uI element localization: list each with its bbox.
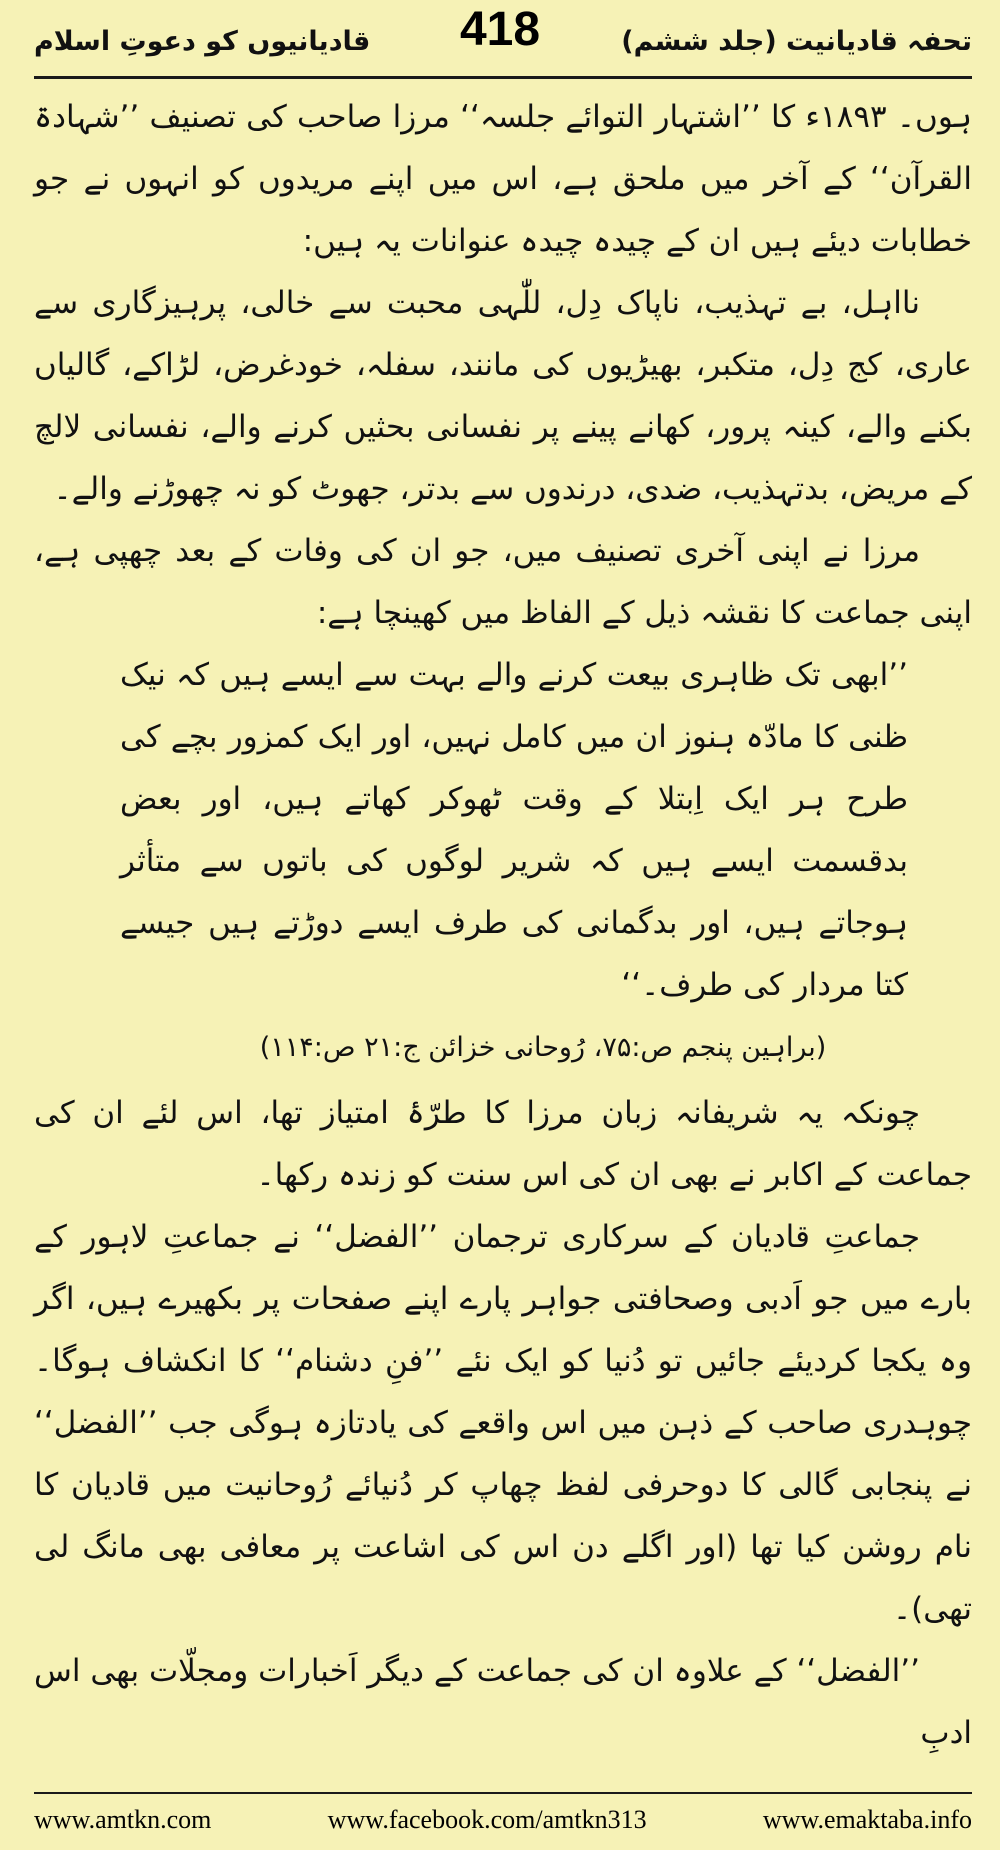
page-number: 418 (459, 3, 541, 56)
paragraph-5: جماعتِ قادیان کے سرکاری ترجمان ’’الفضل‘‘ نے جماعتِ لاہور کے بارے میں جو اَدبی وصحافتی جواہر پارے اپنے صفحات پر بکھیرے ہیں، اگر وہ یکجا کردیئے جائیں تو دُنیا کو ایک نئے ’’فنِ دشنام‘‘ کا انکشاف ہوگا۔ چوہدری صاحب کے ذہن میں اس واقعے کی یادتازہ ہوگی جب ’’الفضل‘‘ نے پنجابی گالی کا دوحرفی لفظ چھاپ کر دُنیائے رُوحانیت میں قادیان کا نام روشن کیا تھا (اور اگلے دن اس کی اشاعت پر معافی بھی مانگ لی تھی)۔ (34, 1219, 972, 1627)
block-quote: ’’ابھی تک ظاہری بیعت کرنے والے بہت سے ایسے ہیں کہ نیک ظنی کا مادّہ ہنوز ان میں کامل نہیں، اور ایک کمزور بچے کی طرح ہر ایک اِبتلا کے وقت ٹھوکر کھاتے ہیں، اور بعض بدقسمت ایسے ہیں کہ شریر لوگوں کی باتوں سے متأثر ہوجاتے ہیں، اور بدگمانی کی طرف ایسے دوڑتے ہیں جیسے کتا مردار کی طرف۔‘‘ (120, 657, 908, 1003)
quote-reference: (براہین پنجم ص:۷۵، رُوحانی خزائن ج:۲۱ ص:۱۱۴) (259, 1032, 827, 1063)
chapter-title: قادیانیوں کو دعوتِ اسلام (34, 25, 371, 57)
page-body (34, 86, 972, 1764)
footer-link-amtkn[interactable]: www.amtkn.com (34, 1805, 212, 1834)
footer-link-facebook[interactable]: www.facebook.com/amtkn313 (327, 1805, 647, 1834)
paragraph-6: ’’الفضل‘‘ کے علاوہ ان کی جماعت کے دیگر اَخبارات ومجلّات بھی اس ادبِ (34, 1653, 972, 1751)
paragraph-1: ہوں۔ ۱۸۹۳ء کا ’’اشتہار التوائے جلسہ‘‘ مرزا صاحب کی تصنیف ’’شہادۃ القرآن‘‘ کے آخر میں ملحق ہے، اس میں اپنے مریدوں کو انہوں نے جو خطابات دیئے ہیں ان کے چیدہ چیدہ عنوانات یہ ہیں: (34, 99, 972, 259)
footer-divider (34, 1792, 972, 1794)
paragraph-2: نااہل، بے تہذیب، ناپاک دِل، للّٰہی محبت سے خالی، پرہیزگاری سے عاری، کج دِل، متکبر، بھیڑیوں کی مانند، سفلہ، خودغرض، لڑاکے، گالیاں بکنے والے، کینہ پرور، کھانے پینے پر نفسانی بحثیں کرنے والے، نفسانی لالچ کے مریض، بدتہذیب، ضدی، درندوں سے بدتر، جھوٹ کو نہ چھوڑنے والے۔ (34, 285, 972, 507)
book-title: تحفہ قادیانیت (جلد ششم) (621, 25, 972, 57)
paragraph-4: چونکہ یہ شریفانہ زبان مرزا کا طرّۂ امتیاز تھا، اس لئے ان کی جماعت کے اکابر نے بھی ان کی اس سنت کو زندہ رکھا۔ (34, 1095, 972, 1193)
header-divider (34, 76, 972, 79)
page-footer (34, 1800, 972, 1840)
paragraph-3: مرزا نے اپنی آخری تصنیف میں، جو ان کی وفات کے بعد چھپی ہے، اپنی جماعت کا نقشہ ذیل کے الفاظ میں کھینچا ہے: (34, 533, 972, 631)
footer-link-emaktaba[interactable]: www.emaktaba.info (762, 1805, 972, 1834)
